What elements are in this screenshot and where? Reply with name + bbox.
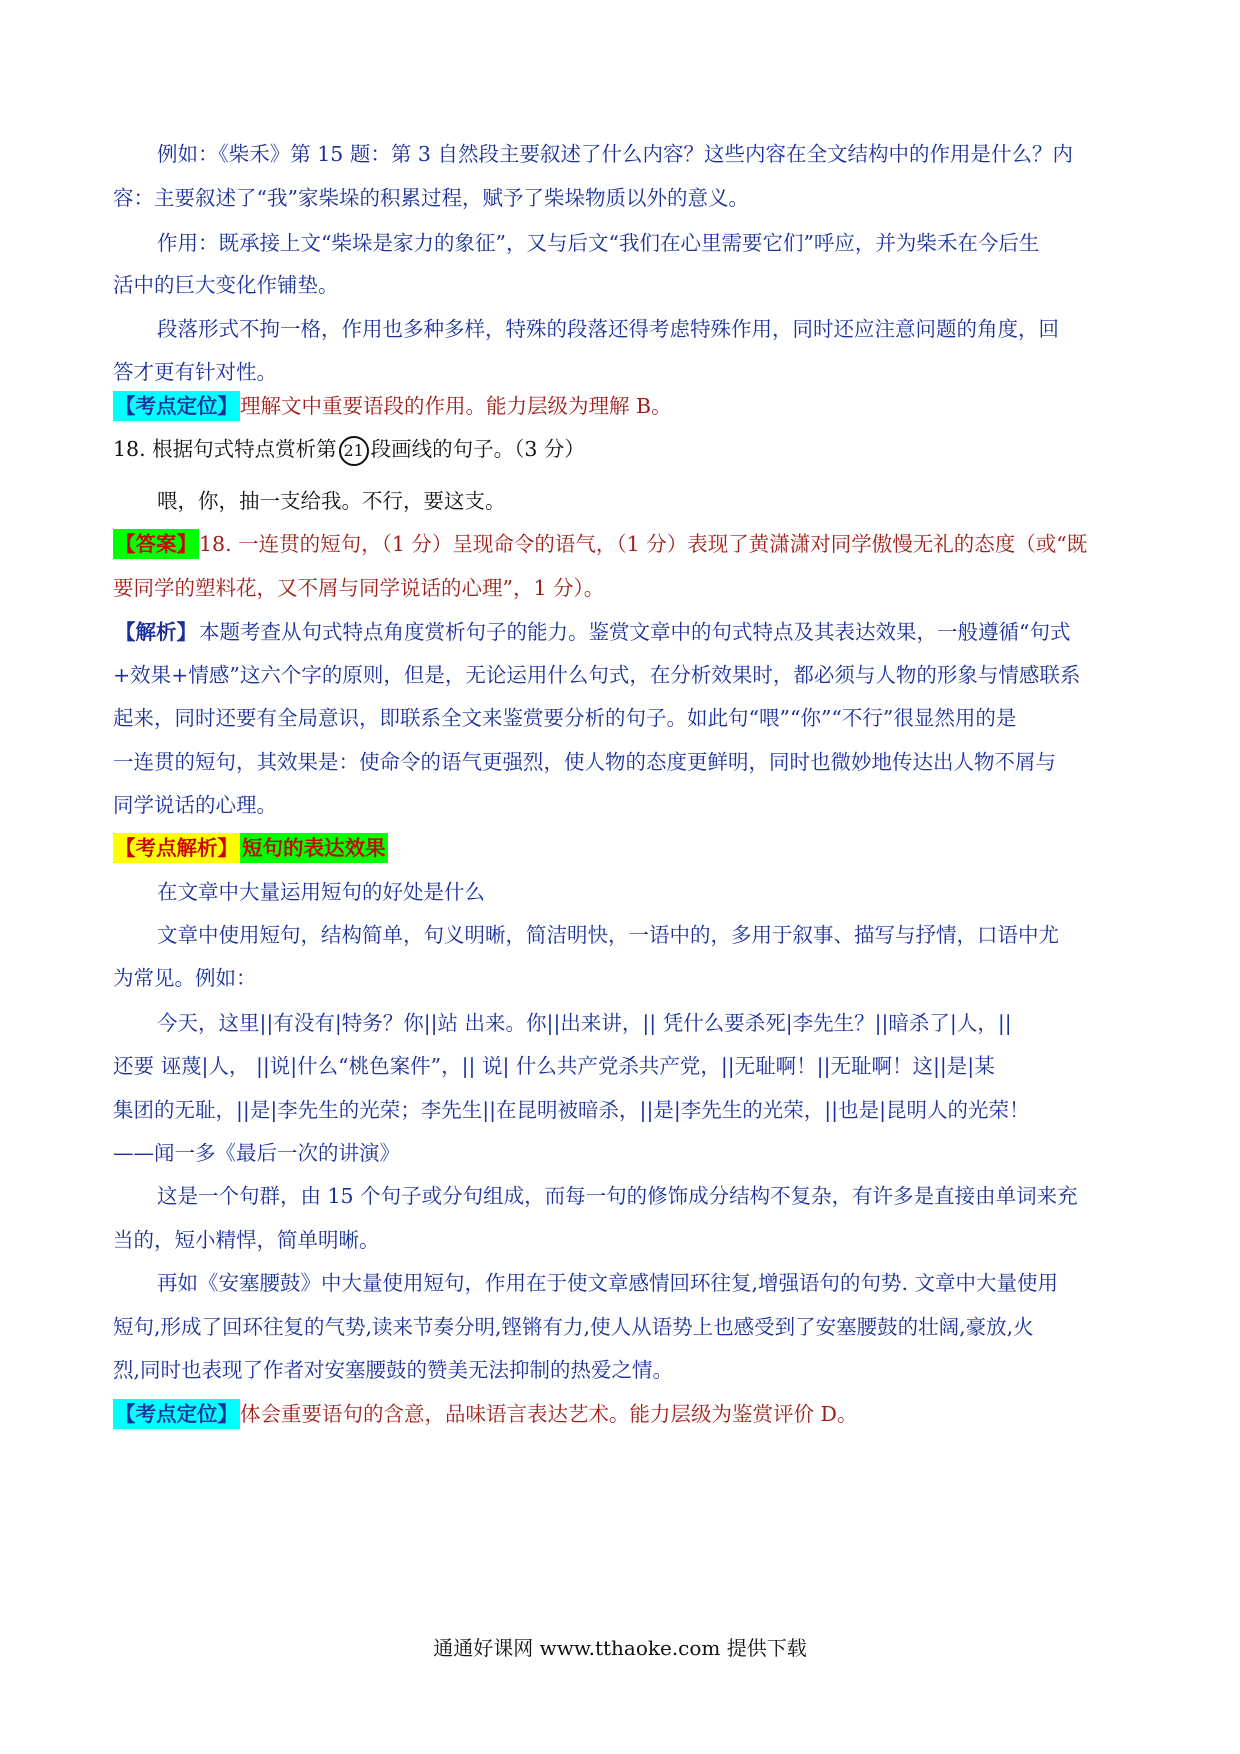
example-line-2: 容：主要叙述了“我”家柴垛的积累过程，赋予了柴垛物质以外的意义。	[113, 186, 749, 210]
kaodian-jiexi-tag: 【考点解析】	[113, 833, 240, 863]
jiexi-p2-line2: 为常见。例如：	[113, 966, 257, 990]
example-line-5: 段落形式不拘一格，作用也多种多样，特殊的段落还得考虑特殊作用，同时还应注意问题的角度，回	[157, 317, 1059, 341]
jiexi-p5-line2: 短句,形成了回环往复的气势,读来节奏分明,铿锵有力,使人从语势上也感受到了安塞腰鼓的壮阔,豪放,火	[113, 1315, 1034, 1339]
analysis-tag: 【解析】	[115, 620, 197, 644]
analysis-line-4: 一连贯的短句，其效果是：使命令的语气更强烈，使人物的态度更鲜明，同时也微妙地传达出人物不屑与	[113, 750, 1056, 774]
example-line-1: 例如：《柴禾》第 15 题：第 3 自然段主要叙述了什么内容？这些内容在全文结构中的作用是什么？内	[157, 142, 1073, 166]
answer-tag: 【答案】	[113, 529, 199, 559]
analysis-line-2: +效果+情感”这六个字的原则，但是，无论运用什么句式，在分析效果时，都必须与人物的形象与情感联系	[113, 663, 1081, 687]
analysis-line-5: 同学说话的心理。	[113, 793, 277, 817]
answer-text-1: 18. 一连贯的短句，（1 分）呈现命令的语气，（1 分）表现了黄潇潇对同学傲慢无礼的态度（或“既	[199, 532, 1088, 556]
jiexi-p5-line3: 烈,同时也表现了作者对安塞腰鼓的赞美无法抑制的热爱之情。	[113, 1358, 674, 1382]
example-line-4: 活中的巨大变化作铺垫。	[113, 273, 339, 297]
question-prefix: 18. 根据句式特点赏析第	[113, 437, 337, 461]
answer-line-2: 要同学的塑料花，又不屑与同学说话的心理”，1 分）。	[113, 576, 605, 600]
jiexi-p3-line4: ——闻一多《最后一次的讲演》	[113, 1141, 400, 1165]
page-footer: 通通好课网 www.tthaoke.com 提供下载	[433, 1636, 807, 1660]
analysis-text-1: 本题考查从句式特点角度赏析句子的能力。鉴赏文章中的句式特点及其表达效果，一般遵循“句式	[199, 620, 1071, 644]
jiexi-p3-line1: 今天，这里||有没有|特务？你||站 出来。你||出来讲，|| 凭什么要杀死|李先生？||暗杀了|人，||	[157, 1011, 1012, 1035]
question-quote: 喂，你，抽一支给我。不行，要这支。	[157, 489, 506, 513]
example-line-6: 答才更有针对性。	[113, 360, 277, 384]
example-line-3: 作用：既承接上文“柴垛是家力的象征”，又与后文“我们在心里需要它们”呼应，并为柴禾在今后生	[157, 231, 1040, 255]
jiexi-p5-line1: 再如《安塞腰鼓》中大量使用短句，作用在于使文章感情回环往复,增强语句的句势. 文章中大量使用	[157, 1271, 1059, 1295]
kaodian-tag: 【考点定位】	[113, 391, 240, 421]
kaodian2-text: 体会重要语句的含意，品味语言表达艺术。能力层级为鉴赏评价 D。	[240, 1402, 858, 1426]
question-18	[113, 434, 1133, 466]
question-suffix: 段画线的句子。（3 分）	[370, 437, 585, 461]
jiexi-p4-line1: 这是一个句群，由 15 个句子或分句组成，而每一句的修饰成分结构不复杂，有许多是直接由单词来充	[157, 1184, 1078, 1208]
circled-number: 21	[339, 436, 369, 466]
analysis-line-3: 起来，同时还要有全局意识，即联系全文来鉴赏要分析的句子。如此句“喂”“你”“不行”很显然用的是	[113, 706, 1017, 730]
answer-line-1	[113, 529, 1133, 559]
kaodian-dingwei-1	[113, 391, 1133, 421]
analysis-line-1	[113, 617, 1133, 647]
kaodian-jiexi-title: 短句的表达效果	[240, 833, 388, 863]
jiexi-p2-line1: 文章中使用短句，结构简单，句义明晰，简洁明快，一语中的，多用于叙事、描写与抒情，口语中尤	[157, 923, 1059, 947]
jiexi-p3-line3: 集团的无耻，||是|李先生的光荣；李先生||在昆明被暗杀，||是|李先生的光荣，||也是|昆明人的光荣！	[113, 1098, 1030, 1122]
kaodian-dingwei-2	[113, 1399, 1133, 1429]
jiexi-p3-line2: 还要 诬蔑|人， ||说|什么“桃色案件”，|| 说| 什么共产党杀共产党，||无耻啊！||无耻啊！这||是|某	[113, 1054, 995, 1078]
kaodian-jiexi-heading	[113, 833, 1133, 863]
kaodian-text: 理解文中重要语段的作用。能力层级为理解 B。	[240, 394, 672, 418]
kaodian2-tag: 【考点定位】	[113, 1399, 240, 1429]
jiexi-p4-line2: 当的，短小精悍，简单明晰。	[113, 1228, 380, 1252]
jiexi-p1: 在文章中大量运用短句的好处是什么	[157, 880, 485, 904]
